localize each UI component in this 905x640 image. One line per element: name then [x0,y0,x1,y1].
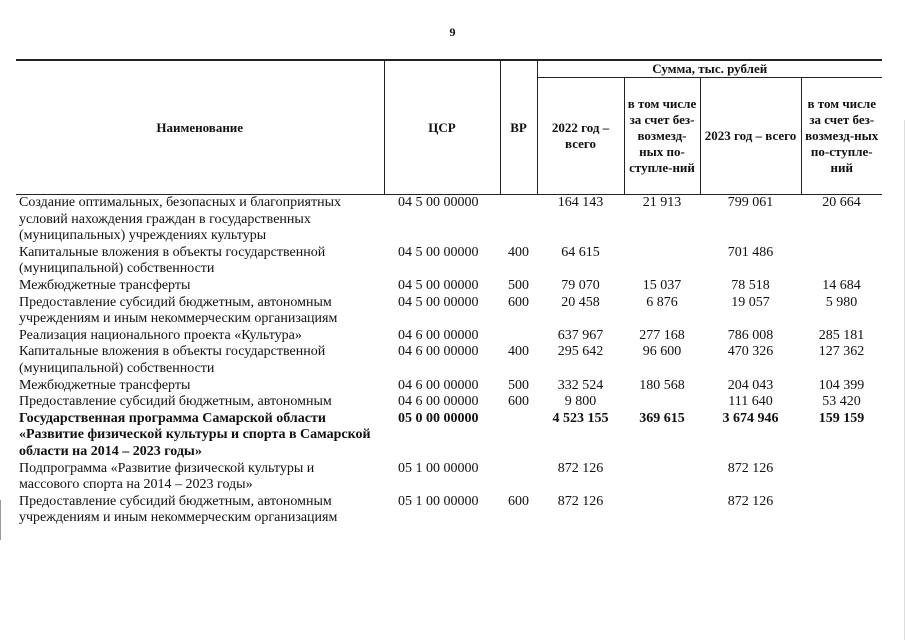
row-2022-grant [624,461,700,494]
header-csr: ЦСР [384,60,500,195]
row-2022-grant [624,494,700,527]
table-row [16,328,882,345]
header-2022-total: 2022 год – всего [537,78,624,195]
page-number: 9 [449,25,456,39]
row-2022-total: 332 524 [557,377,604,393]
row-name: Межбюджетные трансферты [19,277,191,293]
row-2022-grant: 96 600 [642,344,682,360]
row-2022-total: 64 615 [561,244,600,260]
row-2023-grant: 20 664 [822,195,861,210]
row-name: Подпрограмма «Развитие физической культуры и массового спорта на 2014 – 2023 годы» [19,460,315,493]
row-csr: 04 5 00 00000 [398,195,479,210]
row-2022-total: 20 458 [561,294,600,310]
row-2022-total: 4 523 155 [552,410,609,426]
row-csr: 04 6 00 00000 [398,327,479,343]
table-row [16,411,882,461]
row-csr: 04 5 00 00000 [398,244,479,260]
row-vr [500,328,537,345]
row-2023-total: 470 326 [727,344,774,360]
row-csr: 04 6 00 00000 [398,377,479,393]
row-2023-grant [801,245,882,278]
row-vr: 500 [508,377,529,393]
row-2023-total: 111 640 [728,394,773,410]
header-2023-total: 2023 год – всего [700,78,801,195]
header-2023-grant: в том числе за счет без-возмезд-ных по-ступле-ний [801,78,882,195]
row-2022-grant [624,245,700,278]
row-2022-total: 872 126 [557,460,604,476]
row-name: Межбюджетные трансферты [19,377,191,393]
row-2023-total: 78 518 [731,277,770,293]
row-2023-grant: 14 684 [822,277,861,293]
row-2023-grant: 104 399 [818,377,865,393]
row-2022-grant [624,394,700,411]
budget-table [16,59,882,527]
row-vr: 500 [508,277,529,293]
header-vr: ВР [500,60,537,195]
row-2022-total: 295 642 [557,344,604,360]
row-2023-total: 204 043 [727,377,774,393]
table-row [16,461,882,494]
row-2022-total: 637 967 [557,327,604,343]
row-2023-total: 872 126 [727,493,774,509]
row-name: Государственная программа Самарской области «Развитие физической культуры и спорта в Самарской области на 2014 – 2023 годы» [19,410,371,459]
row-name: Реализация национального проекта «Культура» [19,327,302,343]
header-sum: Сумма, тыс. рублей [537,60,882,78]
row-2023-grant [801,461,882,494]
row-name: Предоставление субсидий бюджетным, автономным учреждениям и иным некоммерческим организациям [19,493,338,526]
scan-edge-mark [0,500,1,540]
row-vr: 600 [508,394,529,410]
row-2023-total: 19 057 [731,294,770,310]
row-name: Предоставление субсидий бюджетным, автономным учреждениям и иным некоммерческим организациям [19,294,338,327]
row-2022-grant: 21 913 [642,195,682,210]
row-2022-total: 872 126 [557,493,604,509]
row-2023-total: 3 674 946 [722,410,779,426]
row-name: Предоставление субсидий бюджетным, автономным [19,394,332,410]
row-2023-total: 786 008 [727,327,774,343]
table-row [16,295,882,328]
row-2023-grant: 285 181 [818,327,865,343]
row-csr: 04 5 00 00000 [398,277,479,293]
row-vr [500,411,537,461]
row-2023-total: 799 061 [727,195,774,210]
row-csr: 04 6 00 00000 [398,394,479,410]
table-row [16,344,882,377]
row-2023-total: 872 126 [727,460,774,476]
header-name: Наименование [16,60,384,195]
row-name: Капитальные вложения в объекты государственной (муниципальной) собственности [19,344,326,376]
row-2022-grant: 15 037 [642,277,682,293]
row-vr: 400 [508,344,529,360]
row-2022-total: 9 800 [564,394,597,410]
row-csr: 04 6 00 00000 [398,344,479,360]
row-2022-grant: 369 615 [639,410,685,426]
row-2022-grant: 6 876 [646,294,678,310]
row-2022-grant: 277 168 [639,327,685,343]
row-csr: 05 1 00 00000 [398,493,479,509]
table-row [16,195,882,245]
row-2023-grant: 159 159 [818,410,865,426]
row-2023-grant: 5 980 [825,294,858,310]
table-row [16,394,882,411]
row-vr [500,461,537,494]
row-name: Капитальные вложения в объекты государственной (муниципальной) собственности [19,244,326,277]
row-2022-total: 79 070 [561,277,600,293]
header-2022-grant: в том числе за счет без-возмезд-ных по-ступле-ний [624,78,700,195]
row-csr: 04 5 00 00000 [398,294,479,310]
table-row [16,494,882,527]
row-2023-grant: 53 420 [822,394,861,410]
row-2022-grant: 180 568 [639,377,685,393]
row-vr: 600 [508,294,529,310]
row-vr: 400 [508,244,529,260]
row-2023-grant: 127 362 [818,344,865,360]
table-row [16,278,882,295]
row-csr: 05 0 00 00000 [398,410,479,426]
table-row [16,378,882,395]
row-2023-grant [801,494,882,527]
row-2023-total: 701 486 [727,244,774,260]
row-name: Создание оптимальных, безопасных и благоприятных условий нахождения граждан в государственных (муниципальных) учреждениях культуры [19,195,342,244]
row-vr [500,195,537,245]
table-row [16,245,882,278]
row-csr: 05 1 00 00000 [398,460,479,476]
row-2022-total: 164 143 [557,195,604,210]
row-vr: 600 [508,493,529,509]
